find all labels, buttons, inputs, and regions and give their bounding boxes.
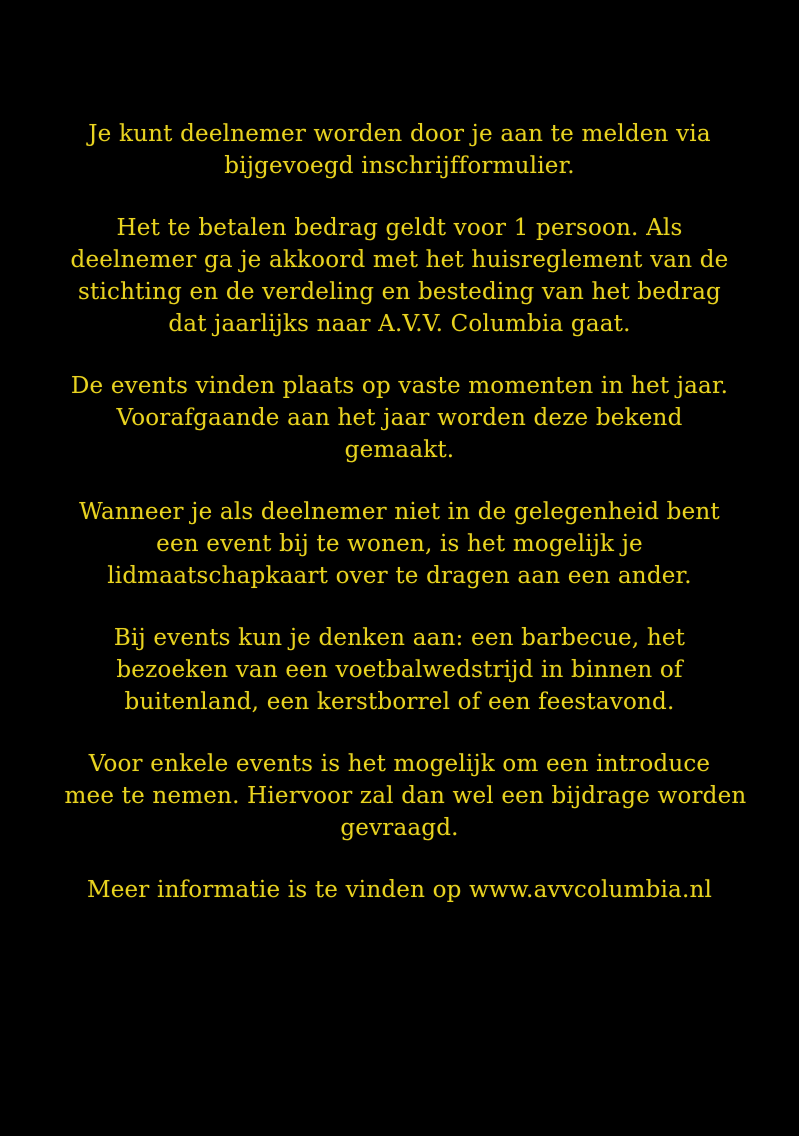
- paragraph-more-info: [65, 874, 735, 906]
- text-line: gemaakt.: [344, 437, 455, 463]
- text-line: buitenland, een kerstborrel of een feestavond.: [124, 689, 675, 715]
- text-line: mee te nemen. Hiervoor zal dan wel een bijdrage worden: [64, 783, 747, 809]
- text-line: gevraagd.: [340, 815, 459, 841]
- text-line: deelnemer ga je akkoord met het huisreglement van de: [70, 247, 729, 273]
- paragraph-payment: [65, 212, 735, 340]
- text-line: bijgevoegd inschrijfformulier.: [224, 153, 575, 179]
- text-line: lidmaatschapkaart over te dragen aan een ander.: [107, 563, 692, 589]
- text-line: een event bij te wonen, is het mogelijk je: [156, 531, 643, 557]
- text-line: bezoeken van een voetbalwedstrijd in binnen of: [116, 657, 683, 683]
- text-line: dat jaarlijks naar A.V.V. Columbia gaat.: [168, 311, 631, 337]
- paragraph-signup: [65, 118, 735, 182]
- website-text: Meer informatie is te vinden op www.avvcolumbia.nl: [86, 877, 713, 903]
- paragraph-events-schedule: [65, 370, 735, 466]
- text-line: Voor enkele events is het mogelijk om een introduce: [88, 751, 711, 777]
- text-line: De events vinden plaats op vaste momenten in het jaar.: [70, 373, 729, 399]
- paragraph-event-examples: [65, 622, 735, 718]
- text-line: Bij events kun je denken aan: een barbecue, het: [113, 625, 686, 651]
- poster-content: [64, 118, 747, 906]
- text-line: Het te betalen bedrag geldt voor 1 persoon. Als: [116, 215, 683, 241]
- text-line: Wanneer je als deelnemer niet in de gelegenheid bent: [79, 499, 720, 525]
- paragraph-introduce: [64, 748, 747, 844]
- text-line: stichting en de verdeling en besteding van het bedrag: [78, 279, 721, 305]
- text-line: Je kunt deelnemer worden door je aan te melden via: [88, 121, 711, 147]
- text-line: Voorafgaande aan het jaar worden deze bekend: [116, 405, 683, 431]
- paragraph-card-transfer: [65, 496, 735, 592]
